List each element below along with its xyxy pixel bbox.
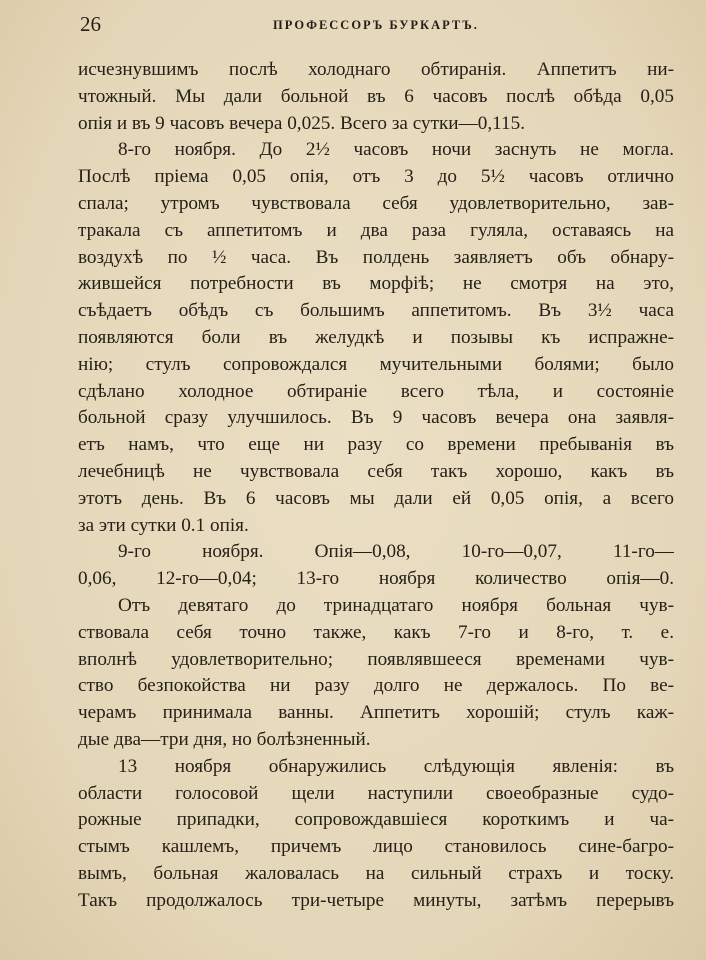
text-line: жившейся потребности въ морфiѣ; не смотря на это, [78, 273, 674, 295]
text-line: чтожный. Мы дали больной въ 6 часовъ послѣ обѣда 0,05 [78, 85, 674, 107]
text-line: спала; утромъ чувствовала себя удовлетворительно, зав- [78, 192, 674, 214]
text-line: черамъ принимала ванны. Аппетитъ хорошій; стулъ каж- [78, 702, 674, 724]
running-title: ПРОФЕССОРЪ БУРКАРТЪ. [273, 18, 479, 32]
text-line: 9-го ноября. Опія—0,08, 10-го—0,07, 11-го— [118, 541, 674, 563]
text-line: стымъ кашлемъ, причемъ лицо становилось сине-багро- [78, 836, 674, 858]
text-line: области голосовой щели наступили своеобразные судо- [78, 782, 674, 804]
text-line: нію; стулъ сопровождался мучительными болями; было [78, 353, 674, 375]
text-line: тракала съ аппетитомъ и два раза гуляла, оставаясь на [78, 219, 674, 241]
text-line: вымъ, больная жаловалась на сильный страхъ и тоску. [78, 862, 674, 884]
text-line: етъ намъ, что еще ни разу со времени пребыванія въ [78, 434, 674, 456]
text-line: Такъ продолжалось три-четыре минуты, затѣмъ перерывъ [78, 889, 674, 911]
text-line: ство безпокойства ни разу долго не держалось. По ве- [78, 675, 674, 697]
text-line: этотъ день. Въ 6 часовъ мы дали ей 0,05 опія, а всего [78, 487, 674, 509]
body-text [78, 57, 674, 915]
text-line: исчезнувшимъ послѣ холоднаго обтиранія. Аппетитъ ни- [78, 59, 674, 80]
text-line: больной сразу улучшилось. Въ 9 часовъ вечера она заявля- [78, 407, 674, 429]
page-number: 26 [80, 12, 101, 36]
text-line: опія и въ 9 часовъ вечера 0,025. Всего за сутки—0,115. [78, 112, 525, 134]
text-line: за эти сутки 0.1 опія. [78, 514, 249, 536]
text-line: 13 ноября обнаружились слѣдующія явленія: въ [118, 755, 674, 777]
text-line: 0,06, 12-го—0,04; 13-го ноября количество опія—0. [78, 568, 674, 590]
text-line: Отъ девятаго до тринадцатаго ноября больная чув- [118, 594, 674, 616]
text-line: лечебницѣ не чувствовала себя такъ хорошо, какъ въ [78, 460, 674, 482]
text-line: рожные припадки, сопровождавшіеся короткимъ и ча- [78, 809, 674, 831]
text-line: вполнѣ удовлетворительно; появлявшееся временами чув- [78, 648, 674, 670]
text-line: Послѣ пріема 0,05 опія, отъ 3 до 5½ часовъ отлично [78, 166, 674, 188]
text-line: дые два—три дня, но болѣзненный. [78, 728, 371, 750]
page-header [78, 10, 674, 40]
text-line: съѣдаетъ обѣдъ съ большимъ аппетитомъ. Въ 3½ часа [78, 300, 674, 322]
text-line: ствовала себя точно также, какъ 7-го и 8-го, т. е. [78, 621, 674, 643]
text-line: сдѣлано холодное обтираніе всего тѣла, и состояніе [78, 380, 674, 402]
text-line: воздухѣ по ½ часа. Въ полдень заявляетъ объ обнару- [78, 246, 674, 268]
text-line: появляются боли въ желудкѣ и позывы къ испражне- [78, 326, 674, 348]
text-line: 8-го ноября. До 2½ часовъ ночи заснуть не могла. [118, 139, 674, 161]
